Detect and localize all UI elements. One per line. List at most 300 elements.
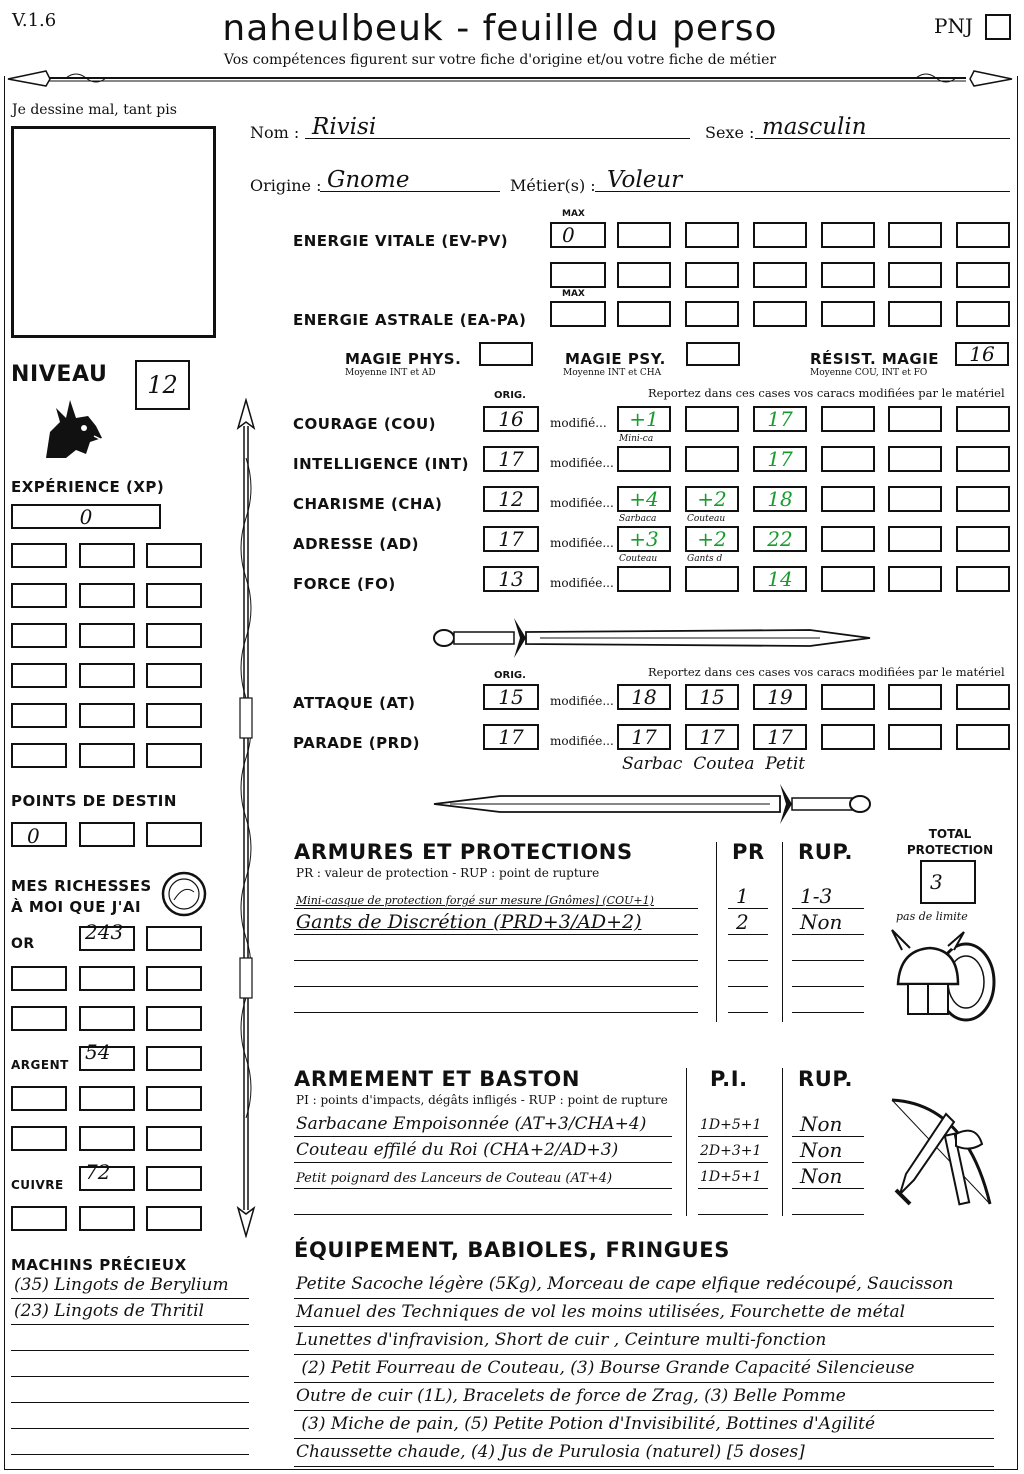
carac-mod-box[interactable] bbox=[753, 406, 807, 432]
armement-pi-line bbox=[698, 1136, 768, 1137]
armure-name[interactable]: Mini-casque de protection forgé sur mesure [Gnômes] (COU+1) bbox=[296, 894, 654, 907]
carac-modif-label: modifiée... bbox=[550, 536, 614, 550]
money-box[interactable] bbox=[146, 1206, 202, 1231]
portrait-box[interactable] bbox=[11, 126, 216, 338]
ev-box-r1-5[interactable] bbox=[888, 222, 942, 248]
magie-phys-note: Moyenne INT et AD bbox=[345, 368, 436, 378]
armures-divider-1 bbox=[716, 842, 717, 1022]
ev-box-r1-4[interactable] bbox=[821, 222, 875, 248]
carac-mod-box[interactable] bbox=[888, 446, 942, 472]
money-box[interactable] bbox=[79, 1206, 135, 1231]
ea-box-4[interactable] bbox=[821, 301, 875, 327]
resist-magie-box[interactable] bbox=[955, 342, 1009, 366]
money-box[interactable] bbox=[79, 1126, 135, 1151]
dragon-icon bbox=[36, 392, 108, 464]
ev-max-value: 0 bbox=[562, 223, 575, 247]
machins-line bbox=[11, 1428, 249, 1429]
origine-label: Origine : bbox=[250, 176, 322, 195]
carac-mod-value: 18 bbox=[767, 487, 793, 511]
armement-rup[interactable]: Non bbox=[800, 1164, 843, 1188]
machins-line bbox=[11, 1454, 249, 1455]
combat-label: PARADE (PRD) bbox=[293, 734, 421, 752]
page-subtitle: Vos compétences figurent sur votre fiche d'origine et/ou votre fiche de métier bbox=[223, 52, 777, 68]
carac-label: FORCE (FO) bbox=[293, 575, 396, 593]
carac-mod-note: Mini-ca bbox=[619, 434, 654, 444]
combat-orig-value: 17 bbox=[498, 725, 524, 749]
carac-mod-box[interactable] bbox=[617, 566, 671, 592]
destin-box-3[interactable] bbox=[146, 822, 202, 847]
xp-grid-box[interactable] bbox=[146, 543, 202, 568]
helmet-shield-icon bbox=[888, 926, 1000, 1026]
armure-rup[interactable]: Non bbox=[800, 910, 843, 934]
xp-grid-box[interactable] bbox=[146, 583, 202, 608]
origine-value[interactable]: Gnome bbox=[327, 167, 410, 193]
ev-box-r2-1[interactable] bbox=[617, 262, 671, 288]
machins-line bbox=[11, 1298, 249, 1299]
resist-magie-note: Moyenne COU, INT et FO bbox=[810, 368, 928, 378]
carac-orig-value: 13 bbox=[498, 567, 524, 591]
equipement-line bbox=[294, 1326, 994, 1327]
combat-mod-box[interactable] bbox=[888, 724, 942, 750]
armement-line bbox=[294, 1162, 672, 1163]
armure-line bbox=[294, 986, 698, 987]
armure-line bbox=[294, 960, 698, 961]
armement-rup-header: RUP. bbox=[798, 1067, 854, 1091]
magie-psy-box[interactable] bbox=[686, 342, 740, 366]
sexe-value[interactable]: masculin bbox=[762, 114, 867, 140]
xp-box[interactable] bbox=[11, 504, 161, 529]
equipement-item[interactable]: Manuel des Techniques de vol les moins utilisées, Fourchette de métal bbox=[296, 1302, 906, 1322]
armement-line bbox=[294, 1188, 672, 1189]
ev-current-box[interactable] bbox=[550, 262, 606, 288]
richesses-label-2: À MOI QUE J'AI bbox=[11, 898, 142, 916]
carac-mod-note: Couteau bbox=[687, 514, 726, 524]
armement-pi[interactable]: 1D+5+1 bbox=[700, 1169, 762, 1185]
xp-grid-box[interactable] bbox=[11, 583, 67, 608]
armure-name[interactable]: Gants de Discrétion (PRD+3/AD+2) bbox=[296, 911, 642, 933]
armement-divider-1 bbox=[686, 1068, 687, 1216]
carac-mod-box[interactable] bbox=[617, 406, 671, 432]
ev-box-r2-2[interactable] bbox=[685, 262, 739, 288]
cuivre-label: CUIVRE bbox=[11, 1178, 64, 1192]
combat-mod-value: 17 bbox=[631, 725, 657, 749]
ev-box-r1-6[interactable] bbox=[956, 222, 1010, 248]
carac-mod-value: +2 bbox=[697, 487, 727, 511]
combat-mod-value: 15 bbox=[699, 685, 725, 709]
machins-item[interactable]: (23) Lingots de Thritil bbox=[14, 1301, 204, 1321]
destin-value: 0 bbox=[27, 824, 40, 848]
combat-mod-box[interactable] bbox=[888, 684, 942, 710]
argent-value: 54 bbox=[85, 1040, 111, 1064]
caracs-report-note: Reportez dans ces cases vos caracs modifiées par le matériel bbox=[648, 386, 1005, 400]
carac-mod-value: 14 bbox=[767, 567, 793, 591]
argent-label: ARGENT bbox=[11, 1058, 69, 1072]
ea-box-3[interactable] bbox=[753, 301, 807, 327]
combat-mod-box[interactable] bbox=[956, 684, 1010, 710]
carac-orig-value: 17 bbox=[498, 447, 524, 471]
ev-box-r2-4[interactable] bbox=[821, 262, 875, 288]
armure-rup[interactable]: 1-3 bbox=[800, 884, 833, 908]
combat-modif-label: modifiée... bbox=[550, 734, 614, 748]
armure-pr-line bbox=[728, 960, 768, 961]
carac-label: CHARISME (CHA) bbox=[293, 495, 443, 513]
carac-mod-box[interactable] bbox=[685, 526, 739, 552]
carac-mod-box[interactable] bbox=[888, 406, 942, 432]
carac-mod-box[interactable] bbox=[821, 406, 875, 432]
combat-mod-box[interactable] bbox=[821, 724, 875, 750]
money-box[interactable] bbox=[146, 966, 202, 991]
ea-box-2[interactable] bbox=[685, 301, 739, 327]
armement-pi-line bbox=[698, 1214, 768, 1215]
armures-note: PR : valeur de protection - RUP : point de rupture bbox=[296, 866, 600, 880]
armement-rup[interactable]: Non bbox=[800, 1138, 843, 1162]
carac-orig-value: 12 bbox=[498, 487, 524, 511]
armure-pr[interactable]: 1 bbox=[736, 884, 749, 908]
machins-line bbox=[11, 1402, 249, 1403]
armures-pr-header: PR bbox=[732, 840, 765, 864]
equipement-item[interactable]: (2) Petit Fourreau de Couteau, (3) Bourse Grande Capacité Silencieuse bbox=[296, 1358, 915, 1378]
combat-mod-value: 18 bbox=[631, 685, 657, 709]
destin-box-2[interactable] bbox=[79, 822, 135, 847]
carac-mod-note: Sarbaca bbox=[619, 514, 657, 524]
carac-mod-box[interactable] bbox=[888, 526, 942, 552]
combat-mod-value: 17 bbox=[767, 725, 793, 749]
niveau-box[interactable] bbox=[135, 360, 190, 410]
equipement-line bbox=[294, 1438, 994, 1439]
armement-rup-line bbox=[792, 1162, 864, 1163]
niveau-value: 12 bbox=[147, 371, 178, 399]
xp-grid-box[interactable] bbox=[146, 703, 202, 728]
combat-mod-box[interactable] bbox=[753, 684, 807, 710]
page-title: naheulbeuk - feuille du perso bbox=[222, 8, 778, 49]
combat-mod-box[interactable] bbox=[685, 724, 739, 750]
combat-mod-box[interactable] bbox=[617, 684, 671, 710]
armement-rup[interactable]: Non bbox=[800, 1112, 843, 1136]
carac-mod-box[interactable] bbox=[888, 566, 942, 592]
ea-label: ENERGIE ASTRALE (EA-PA) bbox=[293, 311, 527, 329]
money-box[interactable] bbox=[146, 1086, 202, 1111]
xp-grid-box[interactable] bbox=[146, 623, 202, 648]
combat-mod-box[interactable] bbox=[753, 724, 807, 750]
armement-pi-header: P.I. bbox=[710, 1067, 748, 1091]
total-protection-value: 3 bbox=[930, 870, 943, 894]
carac-label: COURAGE (COU) bbox=[293, 415, 437, 433]
equipement-line bbox=[294, 1382, 994, 1383]
carac-modif-label: modifiée... bbox=[550, 496, 614, 510]
carac-mod-value: +1 bbox=[629, 407, 659, 431]
combat-orig-box[interactable] bbox=[483, 724, 539, 750]
carac-mod-value: 17 bbox=[767, 447, 793, 471]
equipement-item[interactable]: Outre de cuir (1L), Bracelets de force de Zrag, (3) Belle Pomme bbox=[296, 1386, 846, 1406]
carac-mod-box[interactable] bbox=[685, 406, 739, 432]
xp-grid-box[interactable] bbox=[11, 663, 67, 688]
carac-orig-box[interactable] bbox=[483, 566, 539, 592]
armement-pi-line bbox=[698, 1162, 768, 1163]
carac-label: ADRESSE (AD) bbox=[293, 535, 420, 553]
armures-divider-2 bbox=[782, 842, 783, 1022]
total-protection-label: TOTAL PROTECTION bbox=[906, 827, 994, 857]
armement-rup-line bbox=[792, 1188, 864, 1189]
armure-pr-line bbox=[728, 934, 768, 935]
machins-line bbox=[11, 1324, 249, 1325]
armures-title: ARMURES ET PROTECTIONS bbox=[294, 840, 633, 864]
carac-mod-box[interactable] bbox=[617, 446, 671, 472]
armement-line bbox=[294, 1214, 672, 1215]
destin-box-1[interactable] bbox=[11, 822, 67, 847]
portrait-caption: Je dessine mal, tant pis bbox=[12, 102, 177, 118]
ea-box-5[interactable] bbox=[888, 301, 942, 327]
destin-label: POINTS DE DESTIN bbox=[11, 792, 177, 810]
carac-mod-box[interactable] bbox=[888, 486, 942, 512]
xp-grid-box[interactable] bbox=[79, 583, 135, 608]
cuivre-box[interactable] bbox=[79, 1160, 135, 1191]
pnj-label: PNJ bbox=[934, 14, 973, 38]
money-box[interactable] bbox=[11, 1126, 67, 1151]
combat-orig-label: ORIG. bbox=[494, 670, 526, 681]
carac-mod-box[interactable] bbox=[753, 446, 807, 472]
armement-divider-2 bbox=[782, 1068, 783, 1216]
carac-mod-box[interactable] bbox=[753, 566, 807, 592]
armement-name[interactable]: Couteau effilé du Roi (CHA+2/AD+3) bbox=[296, 1140, 619, 1160]
combat-weapon-notes: Sarbac Coutea Petit bbox=[622, 754, 806, 774]
equipement-item[interactable]: Chaussette chaude, (4) Jus de Purulosia (naturel) [5 doses] bbox=[296, 1442, 805, 1462]
carac-orig-box[interactable] bbox=[483, 406, 539, 432]
carac-mod-box[interactable] bbox=[753, 486, 807, 512]
carac-orig-box[interactable] bbox=[483, 486, 539, 512]
machins-line bbox=[11, 1376, 249, 1377]
equipement-line bbox=[294, 1410, 994, 1411]
carac-mod-box[interactable] bbox=[617, 526, 671, 552]
money-box[interactable] bbox=[146, 926, 202, 951]
version-label: V.1.6 bbox=[12, 10, 57, 31]
armures-rup-header: RUP. bbox=[798, 840, 854, 864]
carac-orig-box[interactable] bbox=[483, 446, 539, 472]
combat-mod-box[interactable] bbox=[956, 724, 1010, 750]
xp-grid-box[interactable] bbox=[146, 743, 202, 768]
xp-value: 0 bbox=[79, 504, 93, 529]
carac-modif-label: modifiée... bbox=[550, 576, 614, 590]
ev-box-r1-2[interactable] bbox=[685, 222, 739, 248]
nom-line bbox=[305, 138, 690, 139]
carac-orig-box[interactable] bbox=[483, 526, 539, 552]
combat-label: ATTAQUE (AT) bbox=[293, 694, 416, 712]
carac-mod-box[interactable] bbox=[956, 446, 1010, 472]
armement-pi-line bbox=[698, 1188, 768, 1189]
argent-box[interactable] bbox=[79, 1040, 135, 1071]
carac-modif-label: modifié... bbox=[550, 416, 607, 430]
armure-rup-line bbox=[792, 1012, 864, 1013]
ev-box-r1-3[interactable] bbox=[753, 222, 807, 248]
armure-line bbox=[294, 908, 698, 909]
combat-mod-value: 17 bbox=[699, 725, 725, 749]
armement-line bbox=[294, 1136, 672, 1137]
or-label: OR bbox=[11, 936, 35, 952]
nom-value[interactable]: Rivisi bbox=[312, 114, 377, 140]
metier-value[interactable]: Voleur bbox=[607, 167, 683, 193]
money-box[interactable] bbox=[79, 1006, 135, 1031]
armement-name[interactable]: Petit poignard des Lanceurs de Couteau (AT+4) bbox=[296, 1171, 613, 1186]
nom-label: Nom : bbox=[250, 123, 300, 142]
metier-label: Métier(s) : bbox=[510, 176, 596, 195]
carac-mod-value: 22 bbox=[767, 527, 793, 551]
ev-box-r1-1[interactable] bbox=[617, 222, 671, 248]
combat-mod-box[interactable] bbox=[821, 684, 875, 710]
ev-box-r2-5[interactable] bbox=[888, 262, 942, 288]
carac-mod-value: 17 bbox=[767, 407, 793, 431]
richesses-label-1: MES RICHESSES bbox=[11, 877, 152, 895]
sword-icon-top bbox=[430, 612, 874, 664]
equipement-line bbox=[294, 1298, 994, 1299]
carac-mod-box[interactable] bbox=[956, 566, 1010, 592]
ea-max-box[interactable] bbox=[550, 301, 606, 327]
cuivre-value: 72 bbox=[85, 1160, 111, 1184]
carac-mod-value: +2 bbox=[697, 527, 727, 551]
combat-report-note: Reportez dans ces cases vos caracs modifiées par le matériel bbox=[648, 665, 1005, 679]
sexe-line bbox=[755, 138, 1010, 139]
armure-pr-line bbox=[728, 986, 768, 987]
vertical-spear-icon bbox=[226, 398, 266, 1238]
magie-phys-label: MAGIE PHYS. bbox=[345, 350, 462, 368]
armure-line bbox=[294, 1012, 698, 1013]
money-box[interactable] bbox=[79, 1086, 135, 1111]
carac-mod-box[interactable] bbox=[821, 526, 875, 552]
machins-item[interactable]: (35) Lingots de Berylium bbox=[14, 1275, 229, 1295]
equipement-title: ÉQUIPEMENT, BABIOLES, FRINGUES bbox=[294, 1238, 730, 1262]
armure-line bbox=[294, 934, 698, 935]
carac-orig-value: 17 bbox=[498, 527, 524, 551]
sexe-label: Sexe : bbox=[705, 123, 755, 142]
armement-note: PI : points d'impacts, dégâts infligés - RUP : point de rupture bbox=[296, 1093, 668, 1107]
combat-orig-value: 15 bbox=[498, 685, 524, 709]
carac-mod-box[interactable] bbox=[956, 526, 1010, 552]
xp-grid-box[interactable] bbox=[11, 623, 67, 648]
armure-rup-line bbox=[792, 986, 864, 987]
machins-line bbox=[11, 1350, 249, 1351]
pnj-checkbox[interactable] bbox=[985, 14, 1011, 40]
money-box[interactable] bbox=[11, 966, 67, 991]
carac-mod-box[interactable] bbox=[685, 486, 739, 512]
combat-mod-box[interactable] bbox=[617, 724, 671, 750]
armure-rup-line bbox=[792, 960, 864, 961]
xp-grid-box[interactable] bbox=[79, 543, 135, 568]
carac-mod-box[interactable] bbox=[821, 486, 875, 512]
ev-box-r2-6[interactable] bbox=[956, 262, 1010, 288]
money-box[interactable] bbox=[11, 1206, 67, 1231]
money-box[interactable] bbox=[11, 1086, 67, 1111]
carac-orig-value: 16 bbox=[498, 407, 524, 431]
equipement-item[interactable]: Lunettes d'infravision, Short de cuir , Ceinture multi-fonction bbox=[296, 1330, 827, 1350]
ev-label: ENERGIE VITALE (EV-PV) bbox=[293, 232, 509, 250]
armement-rup-line bbox=[792, 1136, 864, 1137]
total-protection-box[interactable] bbox=[920, 860, 976, 904]
magie-psy-note: Moyenne INT et CHA bbox=[563, 368, 662, 378]
carac-mod-box[interactable] bbox=[821, 566, 875, 592]
xp-label: EXPÉRIENCE (XP) bbox=[11, 478, 165, 496]
money-box[interactable] bbox=[146, 1166, 202, 1191]
carac-mod-note: Gants d bbox=[687, 554, 723, 564]
caracs-orig-label: ORIG. bbox=[494, 390, 526, 401]
carac-label: INTELLIGENCE (INT) bbox=[293, 455, 469, 473]
xp-grid-box[interactable] bbox=[79, 663, 135, 688]
carac-mod-value: +4 bbox=[629, 487, 659, 511]
carac-mod-box[interactable] bbox=[956, 486, 1010, 512]
carac-mod-box[interactable] bbox=[821, 446, 875, 472]
armure-pr-line bbox=[728, 908, 768, 909]
carac-mod-box[interactable] bbox=[753, 526, 807, 552]
xp-grid-box[interactable] bbox=[79, 703, 135, 728]
ea-max-label: MAX bbox=[562, 289, 585, 299]
xp-grid-box[interactable] bbox=[11, 743, 67, 768]
carac-mod-value: +3 bbox=[629, 527, 659, 551]
armure-pr-line bbox=[728, 1012, 768, 1013]
magie-psy-label: MAGIE PSY. bbox=[565, 350, 666, 368]
xp-grid-box[interactable] bbox=[79, 623, 135, 648]
equipement-line bbox=[294, 1466, 994, 1467]
combat-orig-box[interactable] bbox=[483, 684, 539, 710]
combat-modif-label: modifiée... bbox=[550, 694, 614, 708]
money-box[interactable] bbox=[146, 1126, 202, 1151]
xp-grid-box[interactable] bbox=[79, 743, 135, 768]
armure-rup-line bbox=[792, 908, 864, 909]
machins-label: MACHINS PRÉCIEUX bbox=[11, 1256, 187, 1274]
origine-line bbox=[320, 191, 500, 192]
carac-mod-box[interactable] bbox=[685, 446, 739, 472]
ev-max-box[interactable] bbox=[550, 222, 606, 248]
top-spear-icon bbox=[6, 66, 1016, 90]
armement-pi[interactable]: 2D+3+1 bbox=[700, 1143, 762, 1159]
weapons-icon bbox=[886, 1094, 998, 1214]
or-value: 243 bbox=[85, 920, 124, 944]
money-box[interactable] bbox=[79, 966, 135, 991]
armure-rup-line bbox=[792, 934, 864, 935]
armure-pr[interactable]: 2 bbox=[736, 910, 749, 934]
xp-grid-box[interactable] bbox=[11, 703, 67, 728]
resist-magie-label: RÉSIST. MAGIE bbox=[810, 350, 940, 368]
equipement-item[interactable]: (3) Miche de pain, (5) Petite Potion d'Invisibilité, Bottines d'Agilité bbox=[296, 1414, 876, 1434]
carac-modif-label: modifiée... bbox=[550, 456, 614, 470]
magie-phys-box[interactable] bbox=[479, 342, 533, 366]
armement-title: ARMEMENT ET BASTON bbox=[294, 1067, 581, 1091]
or-box[interactable] bbox=[79, 920, 135, 951]
carac-mod-note: Couteau bbox=[619, 554, 658, 564]
coin-icon bbox=[160, 870, 208, 918]
armement-rup-line bbox=[792, 1214, 864, 1215]
armement-pi[interactable]: 1D+5+1 bbox=[700, 1117, 762, 1133]
combat-mod-box[interactable] bbox=[685, 684, 739, 710]
money-box[interactable] bbox=[146, 1046, 202, 1071]
ev-box-r2-3[interactable] bbox=[753, 262, 807, 288]
ea-box-1[interactable] bbox=[617, 301, 671, 327]
equipement-line bbox=[294, 1354, 994, 1355]
money-box[interactable] bbox=[11, 1006, 67, 1031]
combat-mod-value: 19 bbox=[767, 685, 793, 709]
ea-box-6[interactable] bbox=[956, 301, 1010, 327]
carac-mod-box[interactable] bbox=[685, 566, 739, 592]
resist-magie-value: 16 bbox=[969, 342, 995, 366]
carac-mod-box[interactable] bbox=[956, 406, 1010, 432]
carac-mod-box[interactable] bbox=[617, 486, 671, 512]
money-box[interactable] bbox=[146, 1006, 202, 1031]
sword-icon-bottom bbox=[430, 778, 874, 830]
metier-line bbox=[595, 191, 1010, 192]
armement-name[interactable]: Sarbacane Empoisonnée (AT+3/CHA+4) bbox=[296, 1114, 647, 1134]
niveau-label: NIVEAU bbox=[11, 362, 108, 387]
equipement-item[interactable]: Petite Sacoche légère (5Kg), Morceau de cape elfique redécoupé, Saucisson bbox=[296, 1274, 954, 1294]
total-protection-note: pas de limite bbox=[896, 910, 968, 923]
xp-grid-box[interactable] bbox=[146, 663, 202, 688]
xp-grid-box[interactable] bbox=[11, 543, 67, 568]
ev-max-label: MAX bbox=[562, 209, 585, 219]
